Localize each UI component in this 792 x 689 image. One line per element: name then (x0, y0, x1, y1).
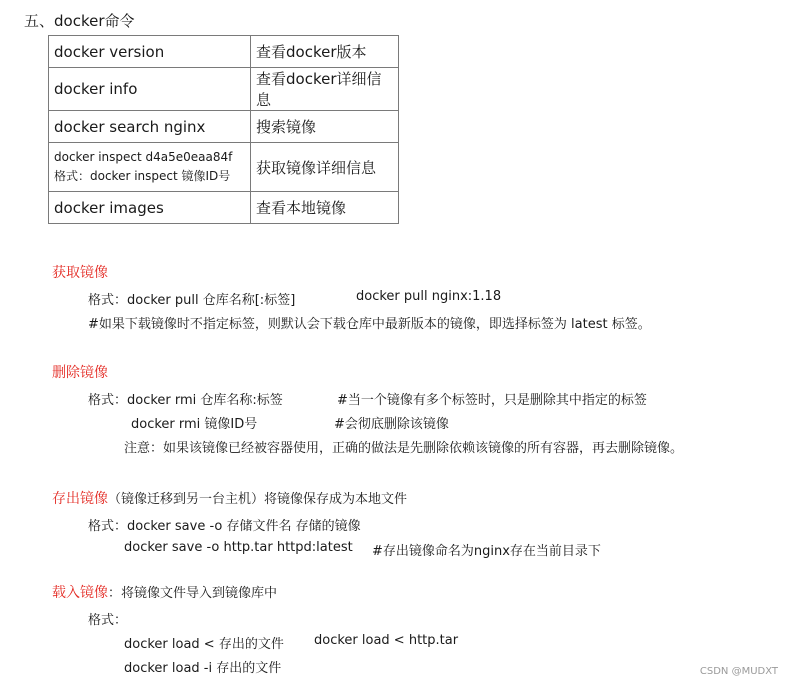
rmi-id-note: #会彻底删除该镜像 (334, 417, 449, 432)
table-row (49, 36, 399, 68)
pull-format: 格式：docker pull 仓库名称[:标签] (88, 293, 296, 308)
command-table (48, 35, 399, 224)
pull-heading: 获取镜像 (52, 265, 108, 281)
load-heading-note: ：将镜像文件导入到镜像库中 (108, 586, 278, 601)
load-command-2: docker load -i 存出的文件 (124, 661, 282, 676)
table-row (49, 111, 399, 143)
table-cell-description: 查看本地镜像 (251, 192, 399, 224)
table-cell-description: 搜索镜像 (251, 111, 399, 143)
table-cell-command: docker images (49, 192, 251, 224)
load-heading (52, 582, 277, 602)
save-example-note: #存出镜像命名为nginx存在当前目录下 (372, 544, 601, 559)
load-format: 格式： (88, 613, 128, 628)
watermark: CSDN @MUDXT (699, 666, 778, 677)
load-command-1-example: docker load < http.tar (314, 633, 459, 648)
pull-note: #如果下载镜像时不指定标签，则默认会下载仓库中最新版本的镜像，即选择标签为 latest 标签。 (88, 317, 651, 332)
page-title: 五、docker命令 (24, 12, 135, 30)
table-row (49, 68, 399, 111)
table-row (49, 143, 399, 192)
inspect-command-line: docker inspect d4a5e0eaa84f (54, 150, 233, 164)
save-heading (52, 488, 407, 508)
pull-example: docker pull nginx:1.18 (356, 289, 502, 304)
rmi-warning: 注意：如果该镜像已经被容器使用，正确的做法是先删除依赖该镜像的所有容器，再去删除镜像。 (124, 441, 684, 456)
rmi-id-command: docker rmi 镜像ID号 (131, 417, 258, 432)
table-cell-description: 获取镜像详细信息 (251, 143, 399, 192)
table-cell-command (49, 143, 251, 192)
table-cell-description: 查看docker版本 (251, 36, 399, 68)
save-example: docker save -o http.tar httpd:latest (124, 540, 353, 555)
table-cell-command: docker search nginx (49, 111, 251, 143)
table-cell-description: 查看docker详细信息 (251, 68, 399, 111)
save-format: 格式：docker save -o 存储文件名 存储的镜像 (88, 519, 361, 534)
table-row (49, 192, 399, 224)
load-command-1: docker load < 存出的文件 (124, 637, 284, 652)
inspect-format-line: 格式：docker inspect 镜像ID号 (54, 169, 231, 183)
table-cell-command: docker version (49, 36, 251, 68)
rmi-format: 格式：docker rmi 仓库名称:标签 (88, 393, 283, 408)
rmi-format-note: #当一个镜像有多个标签时，只是删除其中指定的标签 (337, 393, 647, 408)
save-heading-note: （镜像迁移到另一台主机）将镜像保存成为本地文件 (108, 492, 408, 507)
rmi-heading: 删除镜像 (52, 365, 108, 381)
table-cell-command: docker info (49, 68, 251, 111)
load-heading-label: 载入镜像 (52, 585, 108, 601)
save-heading-label: 存出镜像 (52, 491, 108, 507)
